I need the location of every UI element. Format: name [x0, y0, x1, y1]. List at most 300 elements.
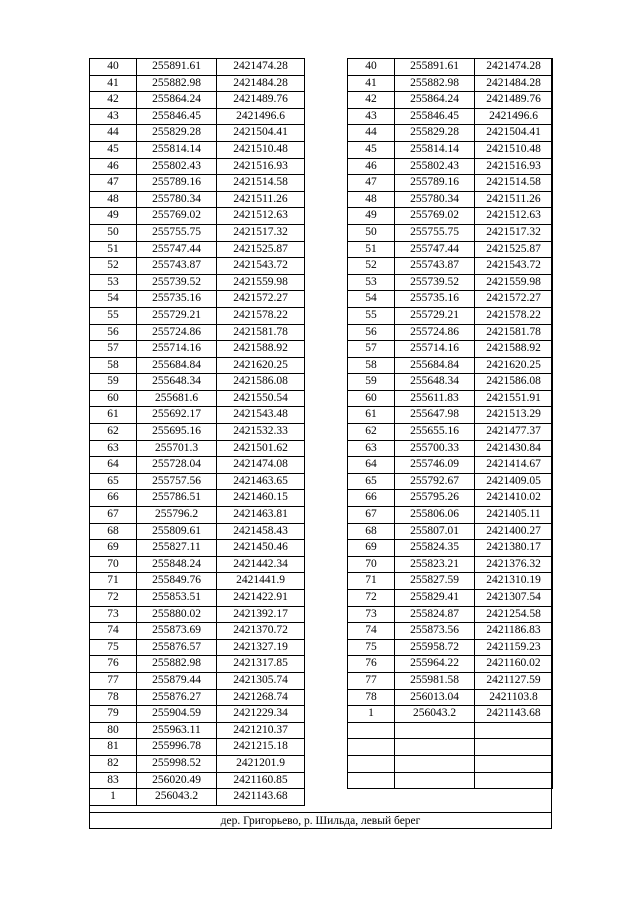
point-number-cell: 55	[348, 307, 395, 324]
x-coordinate-cell: 255891.61	[137, 59, 217, 76]
x-coordinate-cell: 255814.14	[395, 141, 475, 158]
table-row	[90, 59, 305, 76]
point-number-cell: 76	[348, 656, 395, 673]
empty-cell	[395, 772, 475, 789]
x-coordinate-cell: 255882.98	[137, 75, 217, 92]
table-row	[348, 92, 553, 109]
point-number-cell: 69	[90, 540, 137, 557]
x-coordinate-cell: 255873.56	[395, 623, 475, 640]
x-coordinate-cell: 255827.59	[395, 573, 475, 590]
table-row	[348, 125, 553, 142]
point-number-cell: 52	[348, 258, 395, 275]
x-coordinate-cell: 255824.87	[395, 606, 475, 623]
point-number-cell: 71	[348, 573, 395, 590]
table-row	[90, 191, 305, 208]
table-row	[90, 357, 305, 374]
empty-cell	[475, 739, 553, 756]
point-number-cell: 57	[348, 341, 395, 358]
table-row	[348, 606, 553, 623]
y-coordinate-cell: 2421268.74	[217, 689, 305, 706]
table-row	[348, 258, 553, 275]
x-coordinate-cell: 255739.52	[137, 274, 217, 291]
y-coordinate-cell: 2421327.19	[217, 639, 305, 656]
table-row	[90, 556, 305, 573]
x-coordinate-cell: 255648.34	[137, 374, 217, 391]
table-row	[348, 108, 553, 125]
y-coordinate-cell: 2421254.58	[475, 606, 553, 623]
table-row	[90, 706, 305, 723]
x-coordinate-cell: 255814.14	[137, 141, 217, 158]
y-coordinate-cell: 2421489.76	[475, 92, 553, 109]
point-number-cell: 61	[348, 407, 395, 424]
table-row	[348, 59, 553, 76]
x-coordinate-cell: 255724.86	[137, 324, 217, 341]
point-number-cell: 79	[90, 706, 137, 723]
point-number-cell: 68	[90, 523, 137, 540]
y-coordinate-cell: 2421504.41	[217, 125, 305, 142]
x-coordinate-cell: 255757.56	[137, 473, 217, 490]
table-row	[90, 440, 305, 457]
table-row	[348, 689, 553, 706]
x-coordinate-cell: 255701.3	[137, 440, 217, 457]
table-row	[348, 291, 553, 308]
x-coordinate-cell: 255848.24	[137, 556, 217, 573]
x-coordinate-cell: 255755.75	[395, 224, 475, 241]
x-coordinate-cell: 255882.98	[395, 75, 475, 92]
table-row	[348, 556, 553, 573]
y-coordinate-cell: 2421229.34	[217, 706, 305, 723]
y-coordinate-cell: 2421559.98	[217, 274, 305, 291]
point-number-cell: 43	[348, 108, 395, 125]
x-coordinate-cell: 255743.87	[137, 258, 217, 275]
x-coordinate-cell: 255846.45	[395, 108, 475, 125]
point-number-cell: 48	[348, 191, 395, 208]
y-coordinate-cell: 2421127.59	[475, 672, 553, 689]
table-row	[348, 523, 553, 540]
point-number-cell: 70	[348, 556, 395, 573]
x-coordinate-cell: 255879.44	[137, 672, 217, 689]
point-number-cell: 56	[90, 324, 137, 341]
x-coordinate-cell: 255729.21	[395, 307, 475, 324]
y-coordinate-cell: 2421620.25	[217, 357, 305, 374]
table-row	[90, 689, 305, 706]
x-coordinate-cell: 255802.43	[137, 158, 217, 175]
x-coordinate-cell: 255880.02	[137, 606, 217, 623]
table-row	[90, 141, 305, 158]
point-number-cell: 64	[90, 457, 137, 474]
y-coordinate-cell: 2421559.98	[475, 274, 553, 291]
x-coordinate-cell: 255684.84	[137, 357, 217, 374]
x-coordinate-cell: 255700.33	[395, 440, 475, 457]
x-coordinate-cell: 255769.02	[395, 208, 475, 225]
y-coordinate-cell: 2421525.87	[217, 241, 305, 258]
x-coordinate-cell: 255998.52	[137, 755, 217, 772]
x-coordinate-cell: 255780.34	[137, 191, 217, 208]
x-coordinate-cell: 255846.45	[137, 108, 217, 125]
point-number-cell: 60	[90, 390, 137, 407]
point-number-cell: 56	[348, 324, 395, 341]
table-row	[348, 208, 553, 225]
point-number-cell: 58	[348, 357, 395, 374]
x-coordinate-cell: 255695.16	[137, 424, 217, 441]
left-coordinates-table	[89, 58, 305, 806]
point-number-cell: 43	[90, 108, 137, 125]
table-row	[348, 639, 553, 656]
point-number-cell: 47	[348, 175, 395, 192]
y-coordinate-cell: 2421484.28	[475, 75, 553, 92]
x-coordinate-cell: 255780.34	[395, 191, 475, 208]
y-coordinate-cell: 2421510.48	[217, 141, 305, 158]
table-row	[348, 672, 553, 689]
point-number-cell: 45	[348, 141, 395, 158]
table-row	[90, 125, 305, 142]
empty-table-row	[348, 772, 553, 789]
table-row	[348, 590, 553, 607]
y-coordinate-cell: 2421463.81	[217, 507, 305, 524]
x-coordinate-cell: 255809.61	[137, 523, 217, 540]
y-coordinate-cell: 2421409.05	[475, 473, 553, 490]
y-coordinate-cell: 2421496.6	[217, 108, 305, 125]
y-coordinate-cell: 2421517.32	[217, 224, 305, 241]
x-coordinate-cell: 255786.51	[137, 490, 217, 507]
table-row	[90, 424, 305, 441]
point-number-cell: 52	[90, 258, 137, 275]
point-number-cell: 75	[90, 639, 137, 656]
table-row	[90, 374, 305, 391]
y-coordinate-cell: 2421525.87	[475, 241, 553, 258]
point-number-cell: 80	[90, 722, 137, 739]
y-coordinate-cell: 2421516.93	[217, 158, 305, 175]
y-coordinate-cell: 2421201.9	[217, 755, 305, 772]
x-coordinate-cell: 255806.06	[395, 507, 475, 524]
table-row	[90, 755, 305, 772]
table-row	[348, 407, 553, 424]
y-coordinate-cell: 2421512.63	[217, 208, 305, 225]
y-coordinate-cell: 2421578.22	[475, 307, 553, 324]
x-coordinate-cell: 255735.16	[395, 291, 475, 308]
y-coordinate-cell: 2421477.37	[475, 424, 553, 441]
x-coordinate-cell: 255891.61	[395, 59, 475, 76]
x-coordinate-cell: 255864.24	[395, 92, 475, 109]
empty-cell	[348, 772, 395, 789]
point-number-cell: 42	[90, 92, 137, 109]
x-coordinate-cell: 255829.28	[395, 125, 475, 142]
empty-cell	[475, 772, 553, 789]
y-coordinate-cell: 2421463.65	[217, 473, 305, 490]
point-number-cell: 61	[90, 407, 137, 424]
point-number-cell: 45	[90, 141, 137, 158]
y-coordinate-cell: 2421581.78	[217, 324, 305, 341]
table-row	[90, 291, 305, 308]
y-coordinate-cell: 2421450.46	[217, 540, 305, 557]
table-row	[348, 241, 553, 258]
x-coordinate-cell: 255864.24	[137, 92, 217, 109]
point-number-cell: 58	[90, 357, 137, 374]
point-number-cell: 60	[348, 390, 395, 407]
table-row	[348, 158, 553, 175]
table-row	[348, 141, 553, 158]
table-row	[90, 175, 305, 192]
point-number-cell: 57	[90, 341, 137, 358]
x-coordinate-cell: 255746.09	[395, 457, 475, 474]
x-coordinate-cell: 255769.02	[137, 208, 217, 225]
point-number-cell: 59	[90, 374, 137, 391]
x-coordinate-cell: 255958.72	[395, 639, 475, 656]
point-number-cell: 41	[90, 75, 137, 92]
x-coordinate-cell: 255755.75	[137, 224, 217, 241]
y-coordinate-cell: 2421460.15	[217, 490, 305, 507]
y-coordinate-cell: 2421458.43	[217, 523, 305, 540]
y-coordinate-cell: 2421484.28	[217, 75, 305, 92]
y-coordinate-cell: 2421430.84	[475, 440, 553, 457]
x-coordinate-cell: 255853.51	[137, 590, 217, 607]
point-number-cell: 64	[348, 457, 395, 474]
x-coordinate-cell: 255648.34	[395, 374, 475, 391]
table-row	[348, 374, 553, 391]
x-coordinate-cell: 255807.01	[395, 523, 475, 540]
empty-cell	[348, 739, 395, 756]
x-coordinate-cell: 255964.22	[395, 656, 475, 673]
point-number-cell: 63	[348, 440, 395, 457]
y-coordinate-cell: 2421572.27	[475, 291, 553, 308]
table-row	[90, 324, 305, 341]
x-coordinate-cell: 255876.27	[137, 689, 217, 706]
location-caption: дер. Григорьево, р. Шильда, левый берег	[89, 812, 552, 829]
y-coordinate-cell: 2421514.58	[475, 175, 553, 192]
y-coordinate-cell: 2421159.23	[475, 639, 553, 656]
point-number-cell: 41	[348, 75, 395, 92]
y-coordinate-cell: 2421511.26	[217, 191, 305, 208]
point-number-cell: 48	[90, 191, 137, 208]
empty-table-row	[348, 739, 553, 756]
table-row	[348, 573, 553, 590]
x-coordinate-cell: 255802.43	[395, 158, 475, 175]
y-coordinate-cell: 2421517.32	[475, 224, 553, 241]
y-coordinate-cell: 2421310.19	[475, 573, 553, 590]
x-coordinate-cell: 255876.57	[137, 639, 217, 656]
point-number-cell: 54	[348, 291, 395, 308]
y-coordinate-cell: 2421143.68	[475, 706, 553, 723]
y-coordinate-cell: 2421489.76	[217, 92, 305, 109]
empty-cell	[348, 722, 395, 739]
y-coordinate-cell: 2421405.11	[475, 507, 553, 524]
table-row	[90, 274, 305, 291]
y-coordinate-cell: 2421392.17	[217, 606, 305, 623]
x-coordinate-cell: 255684.84	[395, 357, 475, 374]
empty-table-row	[348, 722, 553, 739]
point-number-cell: 65	[90, 473, 137, 490]
point-number-cell: 67	[348, 507, 395, 524]
table-row	[348, 324, 553, 341]
x-coordinate-cell: 256043.2	[137, 789, 217, 806]
point-number-cell: 77	[348, 672, 395, 689]
table-row	[90, 307, 305, 324]
x-coordinate-cell: 255681.6	[137, 390, 217, 407]
point-number-cell: 51	[348, 241, 395, 258]
point-number-cell: 44	[90, 125, 137, 142]
x-coordinate-cell: 255829.41	[395, 590, 475, 607]
right-coordinates-table	[347, 58, 553, 789]
point-number-cell: 78	[348, 689, 395, 706]
y-coordinate-cell: 2421305.74	[217, 672, 305, 689]
table-row	[90, 722, 305, 739]
point-number-cell: 46	[90, 158, 137, 175]
y-coordinate-cell: 2421215.18	[217, 739, 305, 756]
y-coordinate-cell: 2421510.48	[475, 141, 553, 158]
table-row	[90, 672, 305, 689]
table-row	[348, 224, 553, 241]
y-coordinate-cell: 2421512.63	[475, 208, 553, 225]
y-coordinate-cell: 2421186.83	[475, 623, 553, 640]
table-row	[348, 440, 553, 457]
point-number-cell: 54	[90, 291, 137, 308]
point-number-cell: 46	[348, 158, 395, 175]
table-row	[90, 407, 305, 424]
y-coordinate-cell: 2421442.34	[217, 556, 305, 573]
table-row	[90, 656, 305, 673]
table-row	[90, 258, 305, 275]
point-number-cell: 53	[90, 274, 137, 291]
table-row	[348, 390, 553, 407]
x-coordinate-cell: 255714.16	[395, 341, 475, 358]
y-coordinate-cell: 2421586.08	[475, 374, 553, 391]
x-coordinate-cell: 256043.2	[395, 706, 475, 723]
point-number-cell: 76	[90, 656, 137, 673]
x-coordinate-cell: 255827.11	[137, 540, 217, 557]
point-number-cell: 78	[90, 689, 137, 706]
point-number-cell: 51	[90, 241, 137, 258]
y-coordinate-cell: 2421543.48	[217, 407, 305, 424]
y-coordinate-cell: 2421474.28	[217, 59, 305, 76]
table-row	[90, 523, 305, 540]
table-row	[90, 108, 305, 125]
table-row	[90, 473, 305, 490]
table-row	[348, 424, 553, 441]
x-coordinate-cell: 255882.98	[137, 656, 217, 673]
table-row	[90, 639, 305, 656]
x-coordinate-cell: 255796.2	[137, 507, 217, 524]
y-coordinate-cell: 2421514.58	[217, 175, 305, 192]
y-coordinate-cell: 2421504.41	[475, 125, 553, 142]
point-number-cell: 47	[90, 175, 137, 192]
y-coordinate-cell: 2421513.29	[475, 407, 553, 424]
point-number-cell: 62	[348, 424, 395, 441]
y-coordinate-cell: 2421551.91	[475, 390, 553, 407]
point-number-cell: 49	[90, 208, 137, 225]
x-coordinate-cell: 256020.49	[137, 772, 217, 789]
y-coordinate-cell: 2421400.27	[475, 523, 553, 540]
point-number-cell: 44	[348, 125, 395, 142]
x-coordinate-cell: 255743.87	[395, 258, 475, 275]
y-coordinate-cell: 2421210.37	[217, 722, 305, 739]
x-coordinate-cell: 255739.52	[395, 274, 475, 291]
y-coordinate-cell: 2421516.93	[475, 158, 553, 175]
table-row	[348, 274, 553, 291]
point-number-cell: 67	[90, 507, 137, 524]
table-row	[348, 341, 553, 358]
table-row	[90, 507, 305, 524]
table-row	[90, 158, 305, 175]
x-coordinate-cell: 255747.44	[395, 241, 475, 258]
point-number-cell: 1	[348, 706, 395, 723]
table-row	[90, 224, 305, 241]
x-coordinate-cell: 255728.04	[137, 457, 217, 474]
y-coordinate-cell: 2421496.6	[475, 108, 553, 125]
point-number-cell: 75	[348, 639, 395, 656]
y-coordinate-cell: 2421620.25	[475, 357, 553, 374]
point-number-cell: 74	[348, 623, 395, 640]
y-coordinate-cell: 2421501.62	[217, 440, 305, 457]
table-row	[90, 341, 305, 358]
y-coordinate-cell: 2421380.17	[475, 540, 553, 557]
y-coordinate-cell: 2421160.85	[217, 772, 305, 789]
x-coordinate-cell: 255823.21	[395, 556, 475, 573]
table-row	[348, 191, 553, 208]
x-coordinate-cell: 255692.17	[137, 407, 217, 424]
point-number-cell: 1	[90, 789, 137, 806]
table-row	[90, 573, 305, 590]
empty-table-row	[348, 755, 553, 772]
point-number-cell: 50	[90, 224, 137, 241]
point-number-cell: 82	[90, 755, 137, 772]
point-number-cell: 72	[90, 590, 137, 607]
y-coordinate-cell: 2421581.78	[475, 324, 553, 341]
x-coordinate-cell: 255996.78	[137, 739, 217, 756]
table-row	[90, 457, 305, 474]
y-coordinate-cell: 2421532.33	[217, 424, 305, 441]
point-number-cell: 63	[90, 440, 137, 457]
y-coordinate-cell: 2421586.08	[217, 374, 305, 391]
table-row	[90, 92, 305, 109]
x-coordinate-cell: 255829.28	[137, 125, 217, 142]
table-row	[348, 623, 553, 640]
table-row	[348, 540, 553, 557]
table-row	[90, 208, 305, 225]
point-number-cell: 72	[348, 590, 395, 607]
x-coordinate-cell: 255735.16	[137, 291, 217, 308]
empty-cell	[395, 755, 475, 772]
x-coordinate-cell: 255611.83	[395, 390, 475, 407]
point-number-cell: 62	[90, 424, 137, 441]
point-number-cell: 42	[348, 92, 395, 109]
point-number-cell: 49	[348, 208, 395, 225]
point-number-cell: 69	[348, 540, 395, 557]
point-number-cell: 40	[90, 59, 137, 76]
table-row	[348, 307, 553, 324]
table-row	[90, 540, 305, 557]
point-number-cell: 73	[90, 606, 137, 623]
x-coordinate-cell: 255849.76	[137, 573, 217, 590]
table-row	[90, 490, 305, 507]
point-number-cell: 73	[348, 606, 395, 623]
table-row	[90, 390, 305, 407]
table-row	[348, 75, 553, 92]
x-coordinate-cell: 255795.26	[395, 490, 475, 507]
y-coordinate-cell: 2421410.02	[475, 490, 553, 507]
table-row	[90, 623, 305, 640]
table-row	[348, 656, 553, 673]
point-number-cell: 55	[90, 307, 137, 324]
table-row	[90, 75, 305, 92]
table-row	[348, 357, 553, 374]
x-coordinate-cell: 255655.16	[395, 424, 475, 441]
table-row	[90, 739, 305, 756]
x-coordinate-cell: 255789.16	[137, 175, 217, 192]
table-row	[348, 473, 553, 490]
x-coordinate-cell: 255904.59	[137, 706, 217, 723]
table-row	[90, 590, 305, 607]
x-coordinate-cell: 255792.67	[395, 473, 475, 490]
